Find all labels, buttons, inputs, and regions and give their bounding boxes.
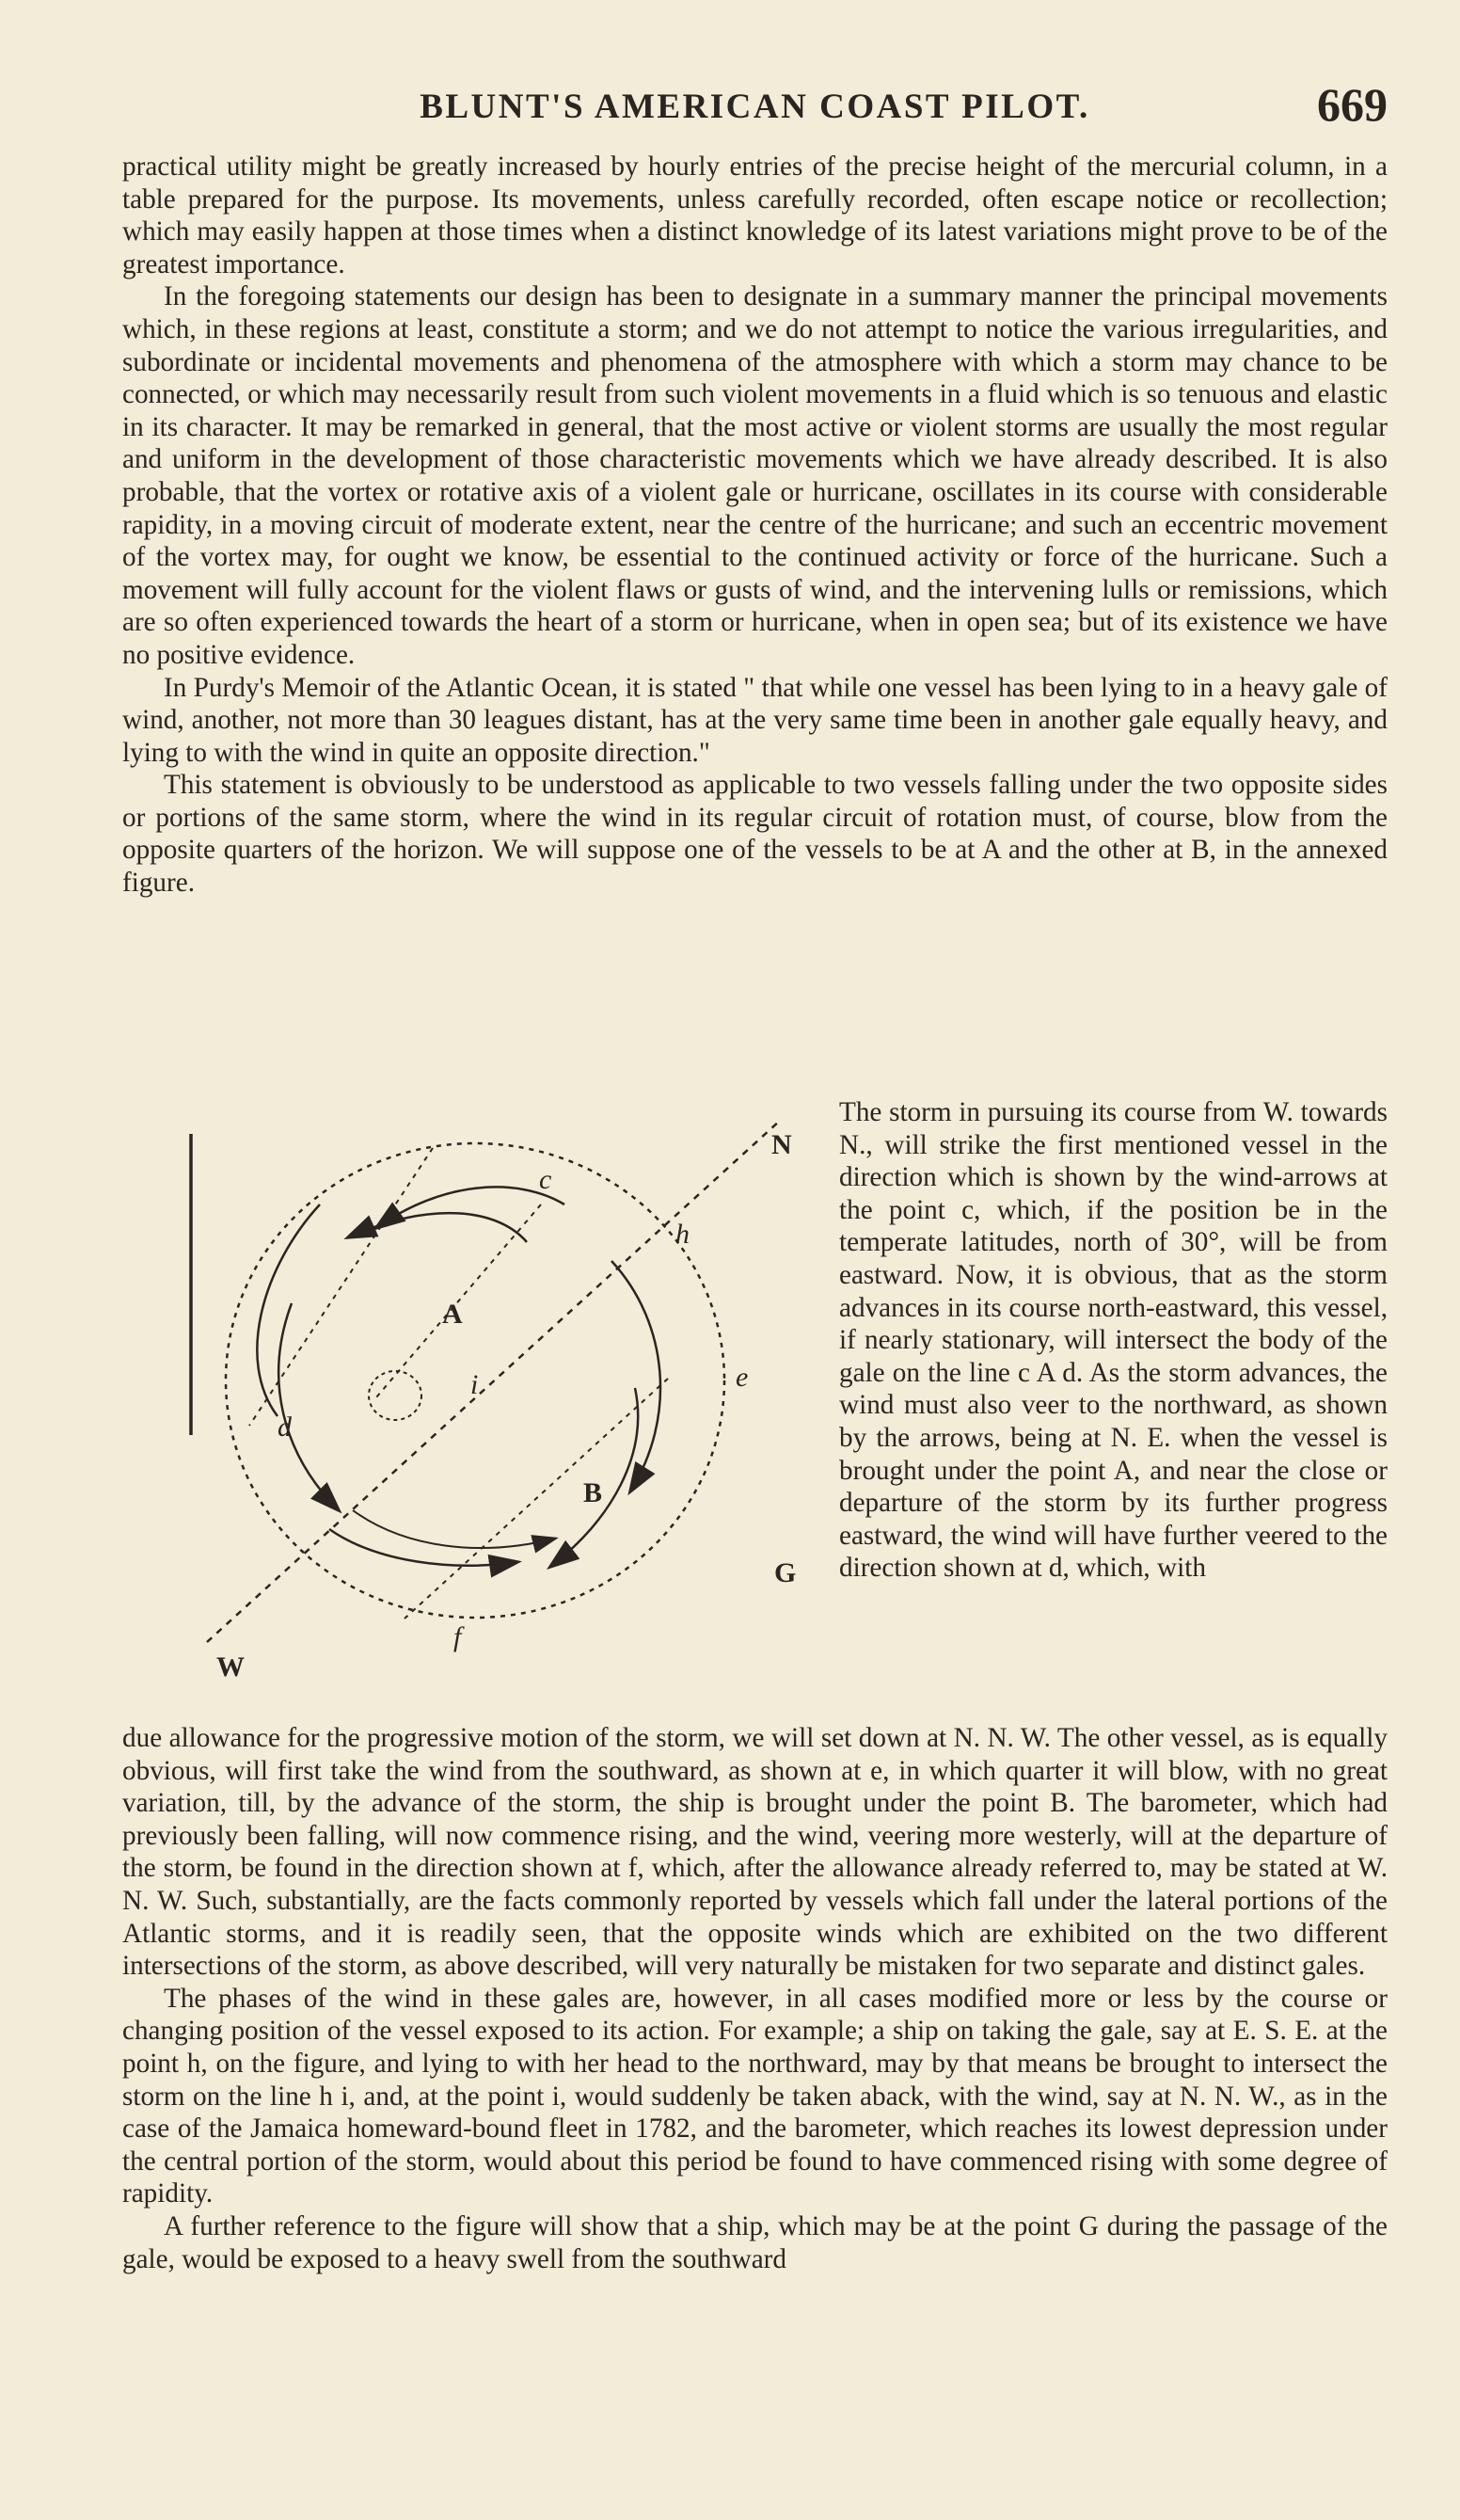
- wind-arrow-left-inner: [278, 1303, 339, 1510]
- label-w: W: [216, 1651, 245, 1683]
- label-c: c: [539, 1164, 552, 1195]
- label-a: A: [442, 1299, 463, 1330]
- label-h: h: [675, 1219, 690, 1250]
- paragraph-4: This statement is obviously to be understood as applicable to two vessels falling under the two opposite sides or portions of the same storm, where the wind in its regular circuit of rotation must, of course, blow from the opposite quarters of the horizon. We will suppose one of the vessels to be at A and the other at B, in the annexed figure.: [122, 770, 1388, 899]
- text-block-top: [122, 151, 1388, 900]
- storm-diagram: [122, 1096, 823, 1683]
- paragraph-1: practical utility might be greatly increased by hourly entries of the precise height of the mercurial column, in a table prepared for the purpose. Its movements, unless carefully recorded, often escape notice or recollection; which may easily happen at those times when a distinct knowledge of its latest variations might prove to be of the greatest importance.: [122, 152, 1388, 279]
- label-f: f: [453, 1621, 462, 1652]
- page-number: 669: [1317, 78, 1388, 131]
- label-n: N: [771, 1129, 792, 1160]
- figure-section: [122, 1096, 1388, 1727]
- paragraph-3: In Purdy's Memoir of the Atlantic Ocean, it is stated " that while one vessel has been lying to in a heavy gale of wind, another, not more than 30 leagues distant, has at the very same time been in another gale equally heavy, and lying to with the wind in quite an opposite direction.": [122, 672, 1388, 768]
- label-i: i: [470, 1369, 479, 1400]
- paragraph-2: In the foregoing statements our design has been to designate in a summary manner the principal movements which, in these regions at least, constitute a storm; and we do not attempt to notice the various irregularities, and subordinate or incidental movements and phenomena of the atmosphere with which a storm may chance to be connected, or which may necessarily result from such violent movements in a fluid which is so tenuous and elastic in its character. It may be remarked in general, that the most active or violent storms are usually the most regular and uniform in the development of those characteristic movements which we have already described. It is also probable, that the vortex or rotative axis of a violent gale or hurricane, oscillates in its course with considerable rapidity, in a moving circuit of moderate extent, near the centre of the hurricane; and such an eccentric movement of the vortex may, for ought we know, be essential to the continued activity or force of the hurricane. Such a movement will fully account for the violent flaws or gusts of wind, and the intervening lulls or remissions, which are so often experienced towards the heart of a storm or hurricane, when in open sea; but of its existence we have no positive evidence.: [122, 281, 1388, 670]
- label-b: B: [583, 1477, 603, 1508]
- label-d: d: [278, 1412, 292, 1443]
- label-e: e: [736, 1362, 749, 1393]
- wind-arrow-top-inner: [348, 1213, 527, 1242]
- paragraph-8: A further reference to the figure will show that a ship, which may be at the point G during the passage of the gale, would be exposed to a heavy swell from the southward: [122, 2210, 1388, 2274]
- wind-arrow-right: [611, 1261, 660, 1491]
- text-block-bottom: [122, 1722, 1388, 2275]
- paragraph-6: due allowance for the progressive motion of the storm, we will set down at N. N. W. The other vessel, as is equally obvious, will first take the wind from the southward, as shown at e, in which quarter it will blow, with no great variation, till, by the advance of the storm, the ship is brought under the point B. The barometer, which had previously been falling, will now commence rising, and the wind, veering more westerly, will at the departure of the storm, be found in the direction shown at f, which, after the allowance already referred to, may be stated at W. N. W. Such, substantially, are the facts commonly reported by vessels which fall under the lateral portions of the Atlantic storms, and it is readily seen, that the opposite winds which are exhibited on the two different intersections of the storm, as above described, will very naturally be mistaken for two separate and distinct gales.: [122, 1723, 1388, 1982]
- line-e-b-f: [405, 1379, 668, 1619]
- running-title: BLUNT'S AMERICAN COAST PILOT.: [420, 88, 1090, 126]
- page-header: [122, 77, 1388, 143]
- label-g: G: [774, 1557, 797, 1588]
- paragraph-7: The phases of the wind in these gales are, however, in all cases modified more or less by the course or changing position of the vessel exposed to its action. For example; a ship on taking the gale, say at E. S. E. at the point h, on the figure, and lying to with her head to the northward, may by that means be brought to intersect the storm on the line h i, and, at the point i, would suddenly be taken aback, with the wind, say at N. N. W., as in the case of the Jamaica homeward-bound fleet in 1782, and the barometer, which reaches its lowest depression under the central portion of the storm, would about this period be found to have commenced rising with some degree of rapidity.: [122, 1983, 1388, 2209]
- paragraph-5: The storm in pursuing its course from W. towards N., will strike the first mentioned vessel in the direction which is shown by the wind-arrows at the point c, which, if the position be in the temperate latitudes, north of 30°, will be from eastward. Now, it is obvious, that as the storm advances in its course north-eastward, this vessel, if nearly stationary, will intersect the body of the gale on the line c A d. As the storm advances, the wind must also veer to the northward, as shown by the arrows, being at N. E. when the vessel is brought under the point A, and near the close or departure of the storm by its further progress eastward, the wind will have further veered to the direction shown at d, which, with: [839, 1097, 1388, 1584]
- line-c-a-d: [249, 1148, 433, 1426]
- wind-arrow-bottom-inner: [353, 1510, 555, 1548]
- wind-arrow-top: [376, 1187, 564, 1228]
- figure-side-text: [839, 1096, 1388, 1585]
